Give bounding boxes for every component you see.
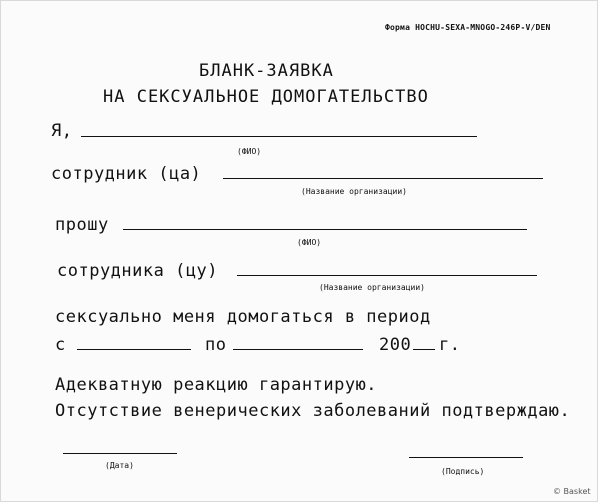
signature-line[interactable] — [409, 457, 523, 458]
fio-hint-2: (ФИО) — [297, 238, 322, 247]
org-hint-2: (Название организации) — [319, 283, 425, 292]
title-line-1: БЛАНК-ЗАЯВКА — [199, 61, 334, 81]
period-text: сексуально меня домогаться в период — [55, 307, 431, 327]
fio-hint-1: (ФИО) — [237, 147, 262, 156]
employee2-label: сотрудника (цу) — [57, 261, 219, 281]
statement-line-1: Адекватную реакцию гарантирую. — [55, 375, 378, 395]
fio-line-1[interactable] — [81, 136, 477, 137]
fio-line-2[interactable] — [123, 229, 527, 230]
title-line-2: НА СЕКСУАЛЬНОЕ ДОМОГАТЕЛЬСТВО — [103, 87, 429, 107]
org-hint-1: (Название организации) — [301, 187, 407, 196]
year-line[interactable] — [413, 349, 435, 350]
ya-label: Я, — [51, 121, 73, 141]
org-line-2[interactable] — [237, 275, 537, 276]
form-code: Форма HOCHU-SEXA-MNOGO-246P-V/DEN — [385, 23, 551, 32]
from-label: с — [55, 335, 66, 355]
date-hint: (Дата) — [105, 461, 134, 470]
date-signature-line[interactable] — [63, 453, 177, 454]
from-date-line[interactable] — [77, 349, 191, 350]
statement-line-2: Отсутствие венерических заболеваний подтверждаю. — [55, 401, 571, 421]
to-label: по — [205, 335, 227, 355]
org-line-1[interactable] — [223, 178, 543, 179]
year-suffix: г. — [439, 335, 461, 355]
to-date-line[interactable] — [233, 349, 363, 350]
watermark: © Basket — [553, 487, 591, 496]
signature-hint: (Подпись) — [441, 467, 485, 476]
employee-label: сотрудник (ца) — [51, 164, 202, 184]
year-prefix: 200 — [379, 335, 412, 355]
request-label: прошу — [55, 215, 109, 235]
